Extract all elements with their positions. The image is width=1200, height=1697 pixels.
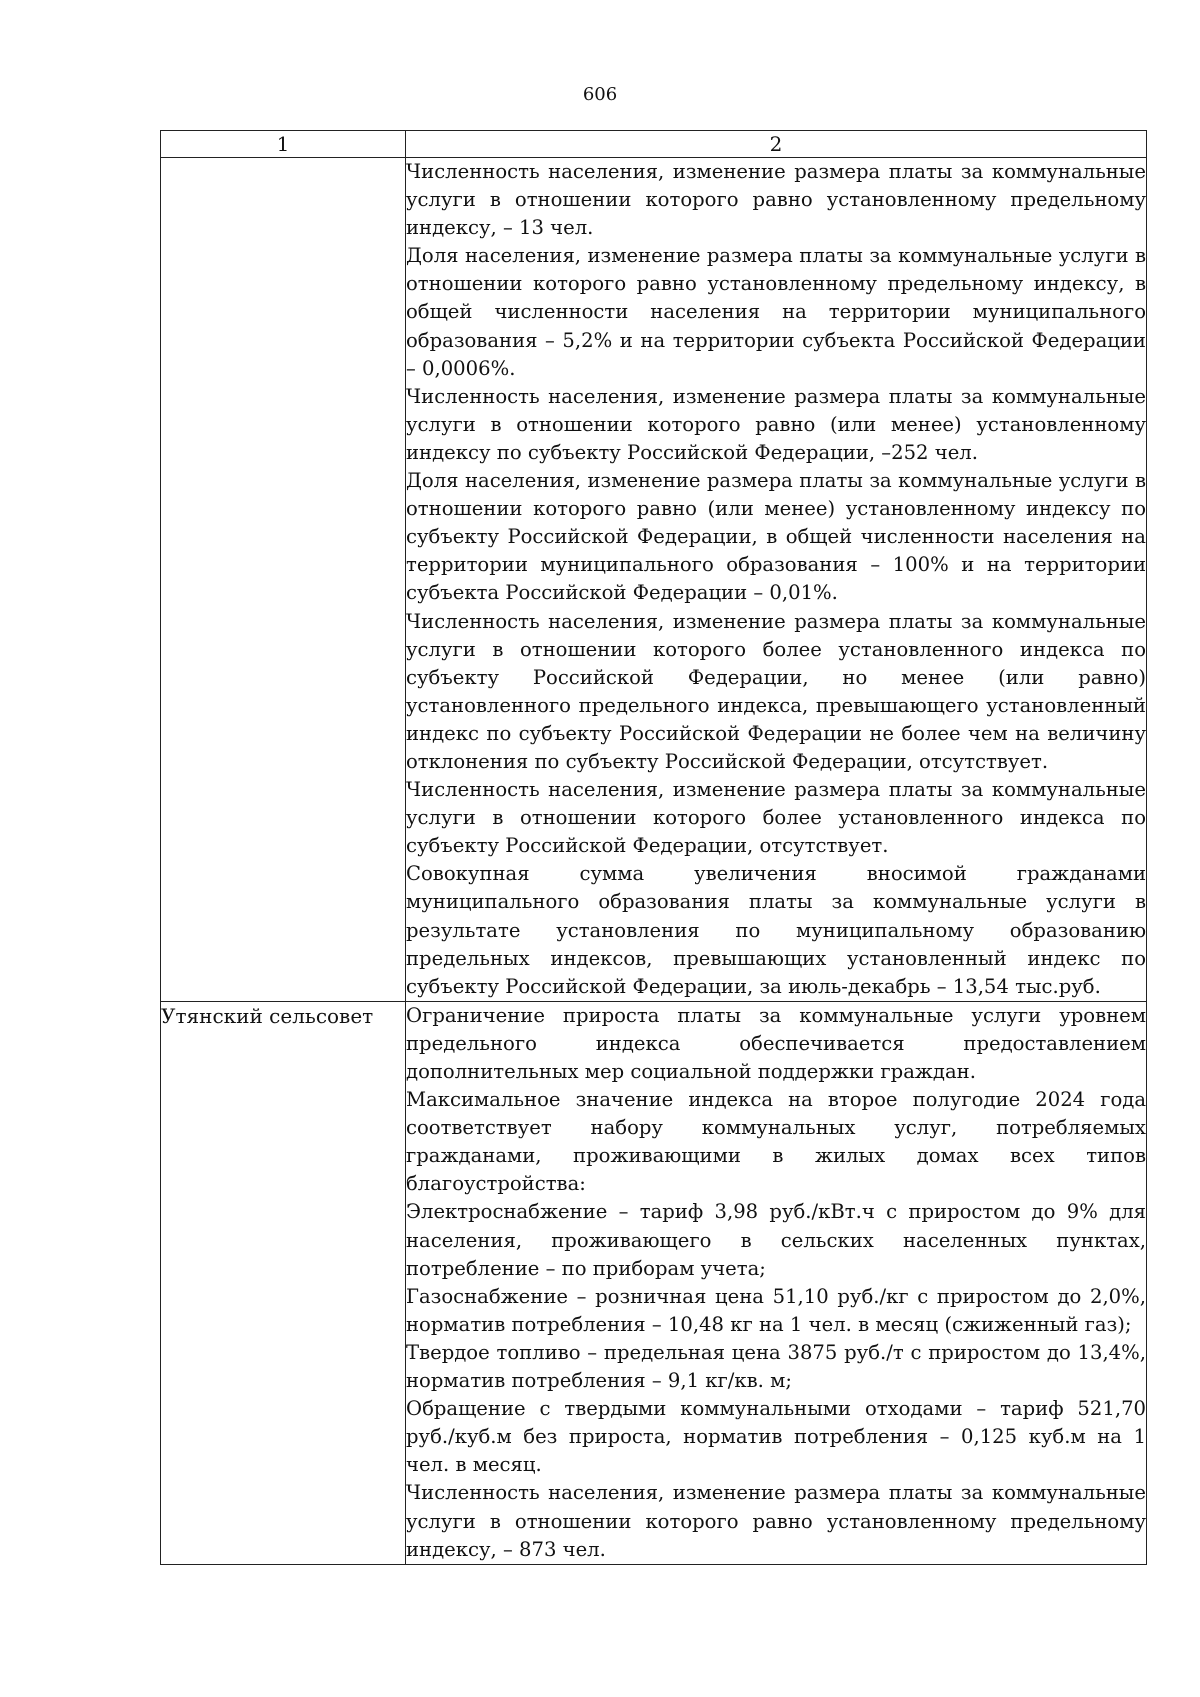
paragraph: Максимальное значение индекса на второе полугодие 2024 года соответствует набору коммунальных услуг, потребляемых гражданами, проживающими в жилых домах всех типов благоустройства: [406, 1088, 1146, 1196]
paragraph: Совокупная сумма увеличения вносимой гражданами муниципального образования платы за коммунальные услуги в результате установления по муниципальному образованию предельных индексов, превышающих установленный индекс по субъекту Российской Федерации, за июль-декабрь – 13,54 тыс.руб. [406, 862, 1146, 998]
paragraph: Твердое топливо – предельная цена 3875 руб./т с приростом до 13,4%, норматив потребления – 9,1 кг/кв. м; [406, 1340, 1146, 1393]
paragraph: Численность населения, изменение размера платы за коммунальные услуги в отношении которого равно установленному предельному индексу, – 13 чел. [406, 160, 1146, 240]
table-row [161, 1001, 1147, 1564]
paragraph: Газоснабжение – розничная цена 51,10 руб./кг с приростом до 2,0%, норматив потребления – 10,48 кг на 1 чел. в месяц (сжиженный газ); [406, 1284, 1146, 1336]
paragraph: Электроснабжение – тариф 3,98 руб./кВт.ч с приростом до 9% для населения, проживающего в сельских населенных пунктах, потребление – по приборам учета; [406, 1200, 1146, 1280]
table-header-row [161, 131, 1147, 158]
column-header-2: 2 [406, 131, 1147, 158]
paragraph: Численность населения, изменение размера платы за коммунальные услуги в отношении которого равно установленному предельному индексу, – 873 чел. [406, 1481, 1146, 1561]
paragraph: Ограничение прироста платы за коммунальные услуги уровнем предельного индекса обеспечивается предоставлением дополнительных мер социальной поддержки граждан. [406, 1003, 1146, 1083]
paragraph: Доля населения, изменение размера платы за коммунальные услуги в отношении которого равно установленному предельному индексу, в общей численности населения на территории муниципального образования – 5,2% и на территории субъекта Российской Федерации – 0,0006%. [406, 244, 1146, 380]
paragraph: Численность населения, изменение размера платы за коммунальные услуги в отношении которого более установленного индекса по субъекту Российской Федерации, отсутствует. [406, 778, 1146, 858]
municipality-name-cell: Утянский сельсовет [161, 1001, 406, 1564]
paragraph: Доля населения, изменение размера платы за коммунальные услуги в отношении которого равно (или менее) установленному индексу по субъекту Российской Федерации, в общей численности населения на территории муниципального образования – 100% и на территории субъекта Российской Федерации – 0,01%. [406, 469, 1146, 605]
document-table [160, 130, 1147, 1565]
description-cell [406, 158, 1147, 1002]
municipality-name-cell [161, 158, 406, 1002]
paragraph: Численность населения, изменение размера платы за коммунальные услуги в отношении которого более установленного индекса по субъекту Российской Федерации, но менее (или равно) установленного предельного индекса, превышающего установленный индекс по субъекту Российской Федерации не более чем на величину отклонения по субъекту Российской Федерации, отсутствует. [406, 609, 1146, 773]
page-number: 606 [582, 84, 618, 105]
paragraph: Численность населения, изменение размера платы за коммунальные услуги в отношении которого равно (или менее) установленному индексу по субъекту Российской Федерации, –252 чел. [406, 384, 1146, 464]
description-cell [406, 1001, 1147, 1564]
paragraph: Обращение с твердыми коммунальными отходами – тариф 521,70 руб./куб.м без прироста, норматив потребления – 0,125 куб.м на 1 чел. в месяц. [406, 1397, 1146, 1477]
column-header-1: 1 [161, 131, 406, 158]
table-row [161, 158, 1147, 1002]
